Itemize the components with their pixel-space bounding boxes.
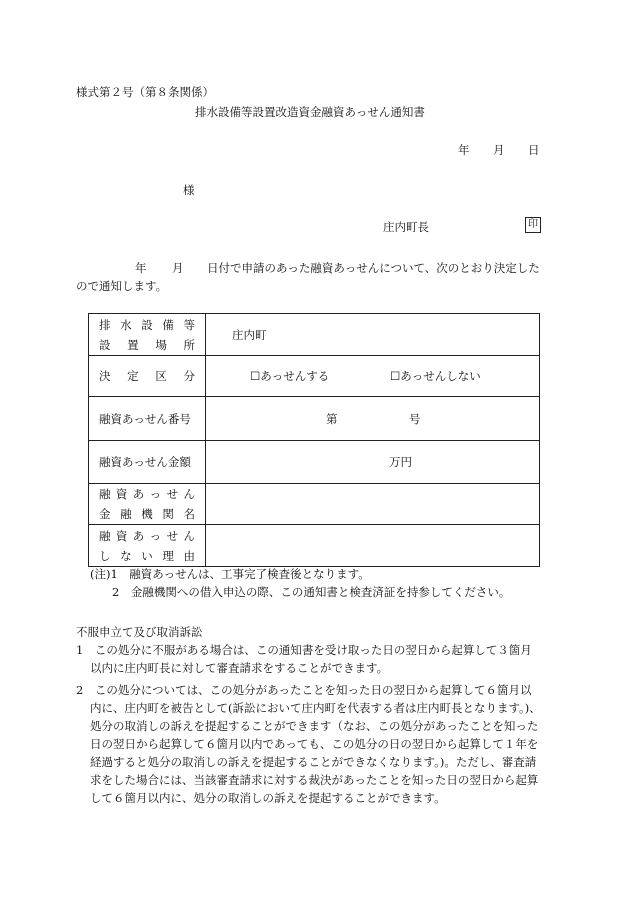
appeal-item-1: 1 この処分に不服がある場合は、この通知書を受け取った日の翌日から起算して３箇月 [76,643,532,657]
table-row [89,525,540,567]
label-char: あ [132,487,145,501]
label-char: 融 [99,487,111,501]
label-char: 水 [120,317,132,332]
value-rejection-reason [206,525,540,567]
date-day: 日 [528,143,540,157]
label-char: 資 [115,487,128,501]
label-char: せ [166,528,179,543]
label-char: な [120,548,132,563]
label-char: 定 [127,369,139,383]
label-char: 決 [99,369,111,383]
label-char: っ [149,487,162,501]
label-char: ん [183,528,195,543]
appeal-item-2-cont: して６箇月以内に、処分の取消しの訴えを提起することができます。 [90,791,446,805]
value-decision [206,356,540,397]
intro-year: 年 [135,261,147,275]
loan-number-prefix: 第 [326,411,338,426]
appeal-item-2-cont: 処分の取消しの訴えを提起することができます（なお、この処分があったことを知った [90,719,539,733]
note-1: (注)1 融資あっせんは、工事完了検査後となります。 [90,567,370,581]
table-row [89,441,540,484]
label-char: 理 [162,548,174,563]
form-number: 様式第２号（第８条関係） [76,85,214,99]
label-char: 所 [183,337,195,352]
appeal-item-2-cont: 経過すると処分の取消しの訴えを提起することができなくなります。)。ただし、審査請 [90,755,537,769]
seal-mark: 印 [525,217,541,233]
option-reject[interactable]: ☐あっせんしない [390,369,481,383]
label-char: 関 [162,507,174,521]
label-char: 設 [99,337,111,352]
date-month: 月 [493,143,505,157]
loan-amount-unit: 万円 [389,455,412,469]
label-rejection-reason [89,525,206,567]
value-financial-institution [206,484,540,525]
label-char: 等 [183,317,195,332]
note-2: 2 金融機関への借入申込の際、この通知書と検査済証を持参してください。 [112,585,511,599]
location-town: 庄内町 [232,327,267,342]
label-loan-number: 融資あっせん番号 [89,397,206,441]
appeal-item-2-cont: 内に、庄内町を被告として(訴訟において庄内町を代表する者は庄内町長となります。)、 [90,701,541,715]
date-year: 年 [458,143,470,157]
value-drainage-location [206,314,540,356]
value-loan-number [206,397,540,441]
label-char: 備 [162,317,174,332]
label-financial-institution [89,484,206,525]
appeal-item-2: 2 この処分については、この処分があったことを知った日の翌日から起算して６箇月以 [76,683,532,697]
label-char: 分 [183,369,195,383]
addressee-suffix: 様 [183,183,195,197]
label-char: あ [132,528,145,543]
table-row [89,397,540,441]
label-char: 機 [141,507,153,521]
loan-number-suffix: 号 [409,411,421,426]
label-char: 場 [155,337,167,352]
label-char: 由 [183,548,195,563]
label-char: っ [149,528,162,543]
appeal-item-2-cont: 求をした場合には、当該審査請求に対する裁決があったことを知った日の翌日から起算 [90,773,539,787]
appeal-heading: 不服申立て及び取消訴訟 [76,625,203,639]
table-row [89,484,540,525]
label-char: 区 [155,369,167,383]
appeal-item-2-cont: 日の翌日から起算して６箇月以内であっても、この処分の日の翌日から起算して１年を [90,737,539,751]
label-char: 融 [99,528,111,543]
label-char: 排 [99,317,111,332]
label-loan-amount: 融資あっせん金額 [89,441,206,484]
label-char: 融 [120,507,132,521]
notification-table [88,313,540,567]
value-loan-amount [206,441,540,484]
issuer-name: 庄内町長 [383,220,429,234]
label-char: 金 [99,507,111,521]
label-drainage-location [89,314,206,356]
label-char: ん [183,487,195,501]
intro-month: 月 [172,261,184,275]
label-char: 名 [183,507,195,521]
option-approve[interactable]: ☐あっせんする [250,369,330,383]
appeal-item-1-cont: 以内に庄内町長に対して審査請求をすることができます。 [90,661,389,675]
label-decision [89,356,206,397]
table-row [89,356,540,397]
label-char: 置 [127,337,139,352]
document-title: 排水設備等設置改造資金融資あっせん通知書 [195,105,425,119]
label-char: 設 [141,317,153,332]
intro-text-line2: ので通知します。 [76,279,168,293]
table-row [89,314,540,356]
label-char: い [141,548,153,563]
intro-text: 日付で申請のあった融資あっせんについて、次のとおり決定した [207,261,540,275]
label-char: せ [166,487,179,501]
label-char: し [99,548,111,563]
label-char: 資 [115,528,128,543]
